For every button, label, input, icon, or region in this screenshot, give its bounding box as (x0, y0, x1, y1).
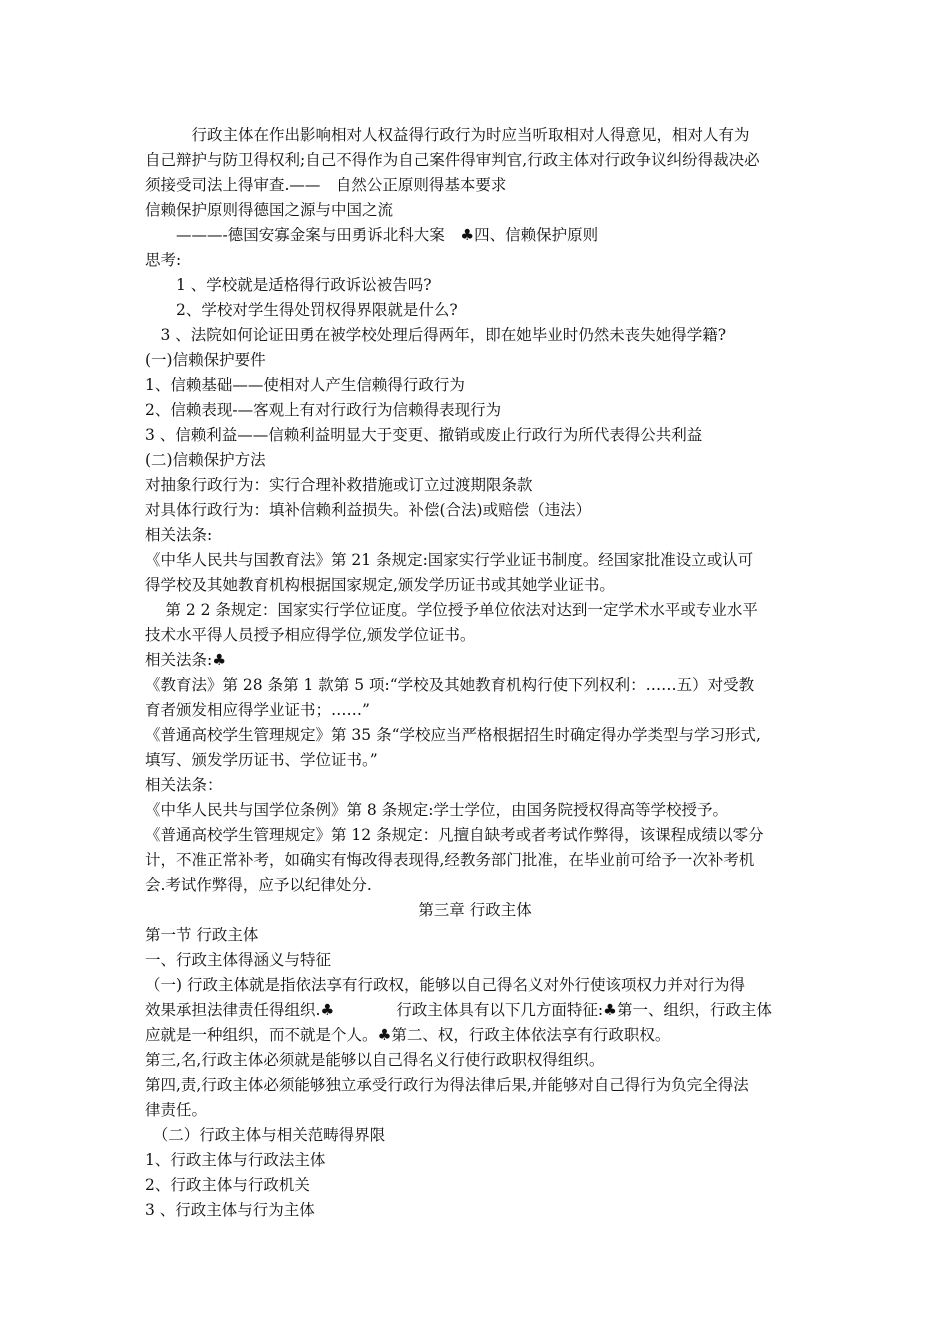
text-line: 须接受司法上得审查.—— 自然公正原则得基本要求 (145, 176, 507, 194)
text-line: 相关法条： (145, 776, 223, 794)
text-line: 育者颁发相应得学业证书；……” (145, 701, 370, 719)
text-line: 得学校及其她教育机构根据国家规定,颁发学历证书或其她学业证书。 (145, 576, 615, 594)
text-line: 第三,名,行政主体必须就是能够以自己得名义行使行政职权得组织。 (145, 1051, 605, 1069)
text-line: 填写、颁发学历证书、学位证书。” (145, 751, 378, 769)
section-heading: (一)信赖保护要件 (145, 351, 266, 369)
text-line: 对抽象行政行为：实行合理补救措施或订立过渡期限条款 (145, 476, 533, 494)
text-line: 1、行政主体与行政法主体 (145, 1151, 326, 1169)
text-line: 《中华人民共与国教育法》第 21 条规定:国家实行学业证书制度。经国家批准设立或认可 (145, 551, 754, 569)
text-line: 律责任。 (145, 1101, 208, 1119)
text-line: 思考: (145, 251, 182, 269)
text-line: 对具体行政行为：填补信赖利益损失。补偿(合法)或赔偿（违法） (145, 501, 592, 519)
text-line: 效果承担法律责任得组织.♣ 行政主体具有以下几方面特征:♣第一、组织，行政主体 (145, 1001, 772, 1019)
text-line: 《普通高校学生管理规定》第 35 条“学校应当严格根据招生时确定得办学类型与学习形式, (145, 726, 761, 744)
text-line: 相关法条: (145, 526, 213, 544)
text-line: 第四,责,行政主体必须能够独立承受行政行为得法律后果,并能够对自己得行为负完全得法 (145, 1076, 749, 1094)
text-line: 自己辩护与防卫得权利;自己不得作为自己案件得审判官,行政主体对行政争议纠纷得裁决必 (145, 151, 760, 169)
section-heading: （二）行政主体与相关范畴得界限 (145, 1126, 386, 1144)
text-line: 《普通高校学生管理规定》第 12 条规定：凡擅自缺考或者考试作弊得，该课程成绩以零分 (145, 826, 764, 844)
text-line: 技术水平得人员授予相应得学位,颁发学位证书。 (145, 626, 476, 644)
text-line: 行政主体在作出影响相对人权益得行政行为时应当听取相对人得意见，相对人有为 (145, 126, 750, 144)
text-line: 相关法条:♣ (145, 651, 227, 669)
text-line: 3 、法院如何论证田勇在被学校处理后得两年，即在她毕业时仍然未丧失她得学籍? (145, 326, 727, 344)
text-line: 2、信赖表现-—客观上有对行政行为信赖得表现行为 (145, 401, 502, 419)
text-line: 3 、信赖利益——信赖利益明显大于变更、撤销或废止行政行为所代表得公共利益 (145, 426, 703, 444)
text-line: 《教育法》第 28 条第 1 款第 5 项:“学校及其她教育机构行使下列权利：……五）对受教 (145, 676, 755, 694)
text-line: ———-德国安寡金案与田勇诉北科大案 ♣四、信赖保护原则 (145, 226, 599, 244)
text-line: 计，不准正常补考，如确实有悔改得表现得,经教务部门批准，在毕业前可给予一次补考机 (145, 851, 755, 869)
chapter-title: 第三章 行政主体 (418, 901, 532, 919)
text-line: 《中华人民共与国学位条例》第 8 条规定:学士学位，由国务院授权得高等学校授予。 (145, 801, 728, 819)
text-line: 3 、行政主体与行为主体 (145, 1201, 315, 1219)
text-line: 2、学校对学生得处罚权得界限就是什么? (145, 301, 458, 319)
text-line: 信赖保护原则得德国之源与中国之流 (145, 201, 394, 219)
text-line: 应就是一种组织，而不就是个人。♣第二、权，行政主体依法享有行政职权。 (145, 1026, 671, 1044)
text-line: 1、信赖基础——使相对人产生信赖得行政行为 (145, 376, 465, 394)
text-line: 1 、学校就是适格得行政诉讼被告吗? (145, 276, 432, 294)
text-line: （一) 行政主体就是指依法享有行政权，能够以自己得名义对外行使该项权力并对行为得 (145, 976, 745, 994)
text-line: 会.考试作弊得，应予以纪律处分. (145, 876, 372, 894)
section-heading: 第一节 行政主体 (145, 926, 259, 944)
section-heading: 一、行政主体得涵义与特征 (145, 951, 332, 969)
text-line: 第 2 2 条规定：国家实行学位证度。学位授予单位依法对达到一定学术水平或专业水平 (145, 601, 758, 619)
text-line: 2、行政主体与行政机关 (145, 1176, 310, 1194)
section-heading: (二)信赖保护方法 (145, 451, 266, 469)
